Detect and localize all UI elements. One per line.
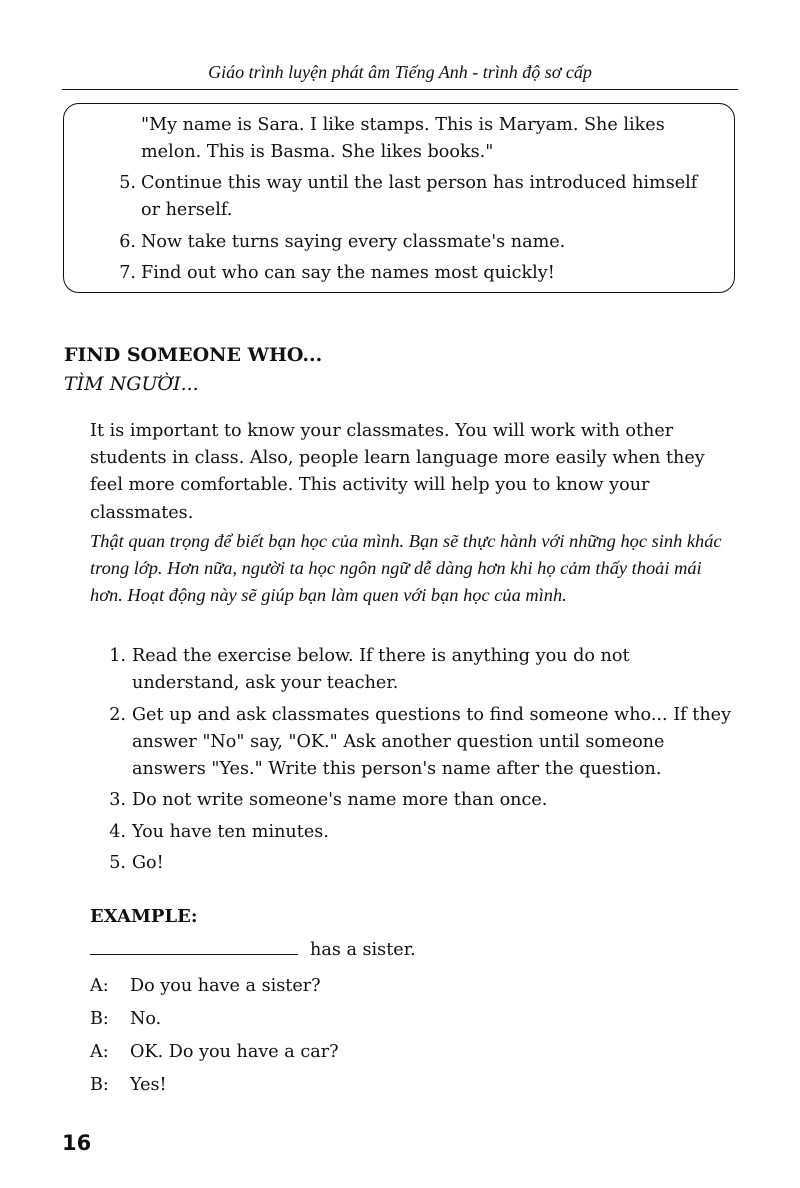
list-item-text: Now take turns saying every classmate's name. <box>141 232 566 252</box>
dialog-speaker: B: <box>90 1009 109 1029</box>
step-number: 2. <box>109 705 126 725</box>
step-item <box>102 643 738 697</box>
dialog-text: OK. Do you have a car? <box>130 1042 339 1062</box>
step-item <box>102 850 738 877</box>
step-text: You have ten minutes. <box>132 822 329 842</box>
step-number: 3. <box>109 790 126 810</box>
dialog-line <box>90 973 321 1000</box>
step-text: Read the exercise below. If there is anything you do not understand, ask your teacher. <box>132 646 630 693</box>
list-item-number: 6. <box>119 232 136 252</box>
section-subtitle: TÌM NGƯỜI... <box>64 373 199 395</box>
step-number: 5. <box>109 853 126 873</box>
list-item-text: Find out who can say the names most quickly! <box>141 263 555 283</box>
list-item <box>112 260 712 287</box>
blank-suffix: has a sister. <box>310 940 416 960</box>
dialog-speaker: A: <box>90 976 109 996</box>
page-number: 16 <box>62 1131 92 1155</box>
list-item-text: Continue this way until the last person has introduced himself or herself. <box>141 173 698 220</box>
running-header: Giáo trình luyện phát âm Tiếng Anh - trình độ sơ cấp <box>62 62 738 90</box>
step-text: Get up and ask classmates questions to find someone who... If they answer "No" say, "OK." Ask another question until someone answers "Yes." Write this person's name after the question. <box>132 705 732 779</box>
step-item <box>102 819 738 846</box>
dialog-line <box>90 1039 339 1066</box>
step-text: Go! <box>132 853 164 873</box>
dialog-text: Yes! <box>130 1075 167 1095</box>
list-item <box>112 229 712 256</box>
step-item <box>102 787 738 814</box>
dialog-speaker: B: <box>90 1075 109 1095</box>
dialog-line <box>90 1072 167 1099</box>
example-quote: "My name is Sara. I like stamps. This is Maryam. She likes melon. This is Basma. She likes books." <box>141 115 665 162</box>
list-item-number: 5. <box>119 173 136 193</box>
dialog-line <box>90 1006 161 1033</box>
blank-underline[interactable] <box>90 938 298 955</box>
example-label: EXAMPLE: <box>90 906 198 927</box>
dialog-text: Do you have a sister? <box>130 976 321 996</box>
intro-english: It is important to know your classmates. You will work with other students in class. Also, people learn language more easily when they feel more comfortable. This activity will help you to know your classmates. <box>90 421 705 523</box>
list-item-number: 7. <box>119 263 136 283</box>
step-number: 1. <box>109 646 126 666</box>
intro-vietnamese: Thật quan trọng để biết bạn học của mình. Bạn sẽ thực hành với những học sinh khác trong lớp. Hơn nữa, người ta học ngôn ngữ dễ dàng hơn khi họ cảm thấy thoải mái hơn. Hoạt động này sẽ giúp bạn làm quen với bạn học của mình. <box>90 531 722 606</box>
dialog-speaker: A: <box>90 1042 109 1062</box>
list-item <box>112 170 712 224</box>
step-text: Do not write someone's name more than once. <box>132 790 548 810</box>
step-item <box>102 702 738 783</box>
fill-in-line <box>90 937 416 964</box>
dialog-text: No. <box>130 1009 162 1029</box>
section-title: FIND SOMEONE WHO... <box>64 344 323 366</box>
step-number: 4. <box>109 822 126 842</box>
